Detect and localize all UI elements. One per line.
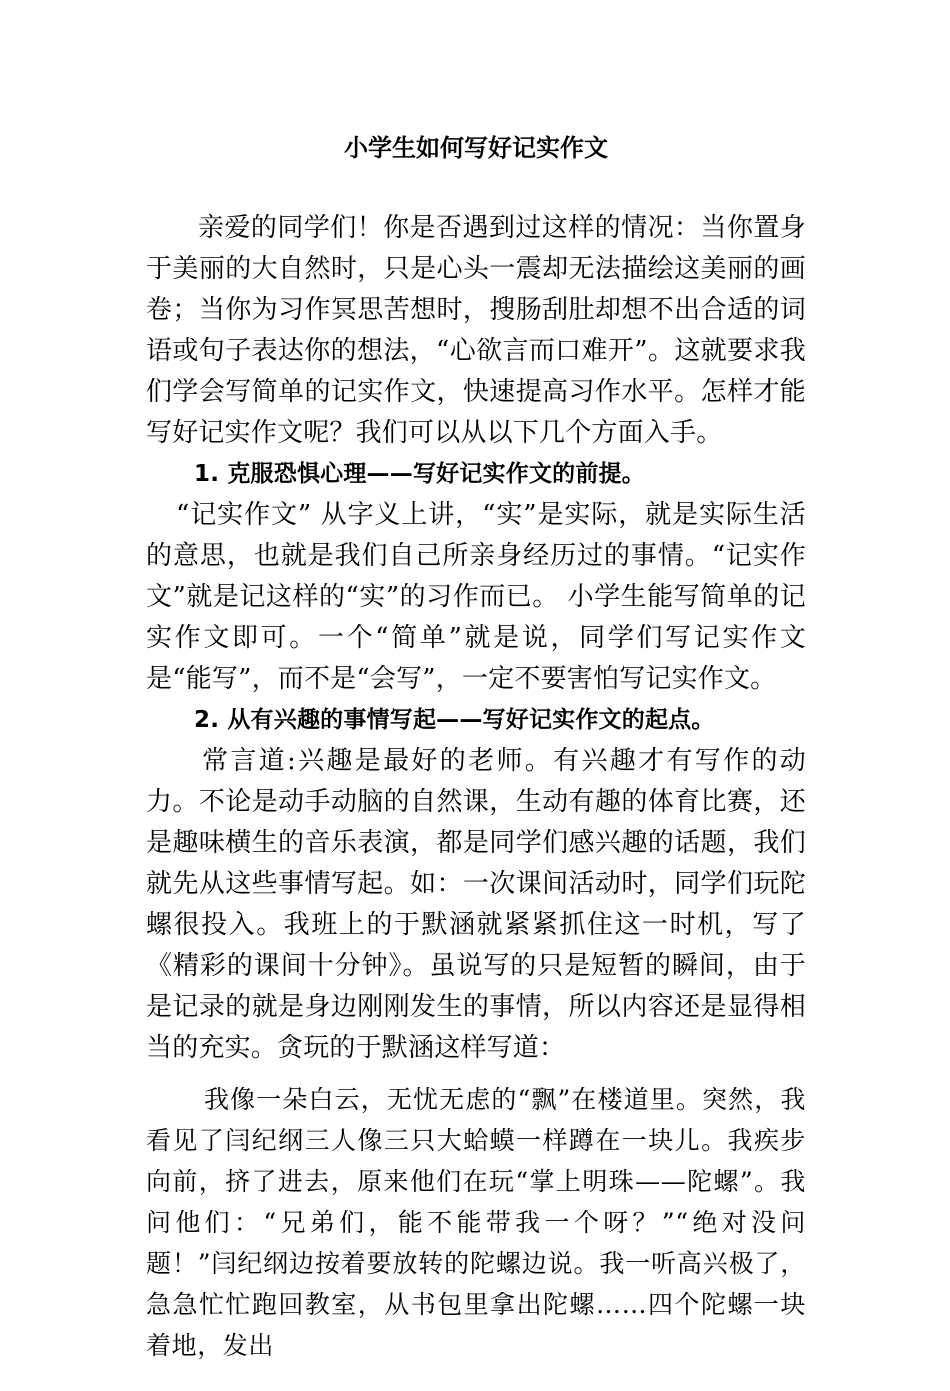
- document-body: [146, 118, 806, 1391]
- section-1-paragraph: “记实作文” 从字义上讲，“实”是实际，就是实际生活的意思，也就是我们自己所亲身经历过的事情。“记实作文”就是记这样的“实”的习作而已。 小学生能写简单的记实作文即可。一个“简单”就是说，同学们写记实作文是“能写”，而不是“会写”，一定不要害怕写记实作文。: [146, 500, 806, 694]
- excerpt-paragraph: 我像一朵白云，无忧无虑的“飘”在楼道里。突然，我看见了闫纪纲三人像三只大蛤蟆一样蹲在一块儿。我疾步向前，挤了进去，原来他们在玩“掌上明珠——陀螺”。我问他们：“兄弟们，能不能带我一个呀？”“绝对没问题！”闫纪纲边按着要放转的陀螺边说。我一听高兴极了，急急忙忙跑回教室，从书包里拿出陀螺……四个陀螺一块着地，发出: [146, 1085, 806, 1360]
- intro-paragraph: 亲爱的同学们！你是否遇到过这样的情况：当你置身于美丽的大自然时，只是心头一震却无法描绘这美丽的画卷；当你为习作冥思苦想时，搜肠刮肚却想不出合适的词语或句子表达你的想法，“心欲言而口难开”。这就要求我们学会写简单的记实作文，快速提高习作水平。怎样才能写好记实作文呢？我们可以从以下几个方面入手。: [146, 213, 806, 448]
- section-2-paragraph: 常言道:兴趣是最好的老师。有兴趣才有写作的动力。不论是动手动脑的自然课，生动有趣的体育比赛，还是趣味横生的音乐表演，都是同学们感兴趣的话题，我们就先从这些事情写起。如：一次课间活动时，同学们玩陀螺很投入。我班上的于默涵就紧紧抓住这一时机，写了《精彩的课间十分钟》。虽说写的只是短暂的瞬间，由于是记录的就是身边刚刚发生的事情，所以内容还是显得相当的充实。贪玩的于默涵这样写道：: [146, 746, 806, 1063]
- document-title: 小学生如何写好记实作文: [344, 134, 608, 162]
- section-1-heading: 1. 克服恐惧心理——写好记实作文的前提。: [194, 461, 645, 487]
- section-2-heading: 2. 从有兴趣的事情写起——写好记实作文的起点。: [194, 707, 715, 733]
